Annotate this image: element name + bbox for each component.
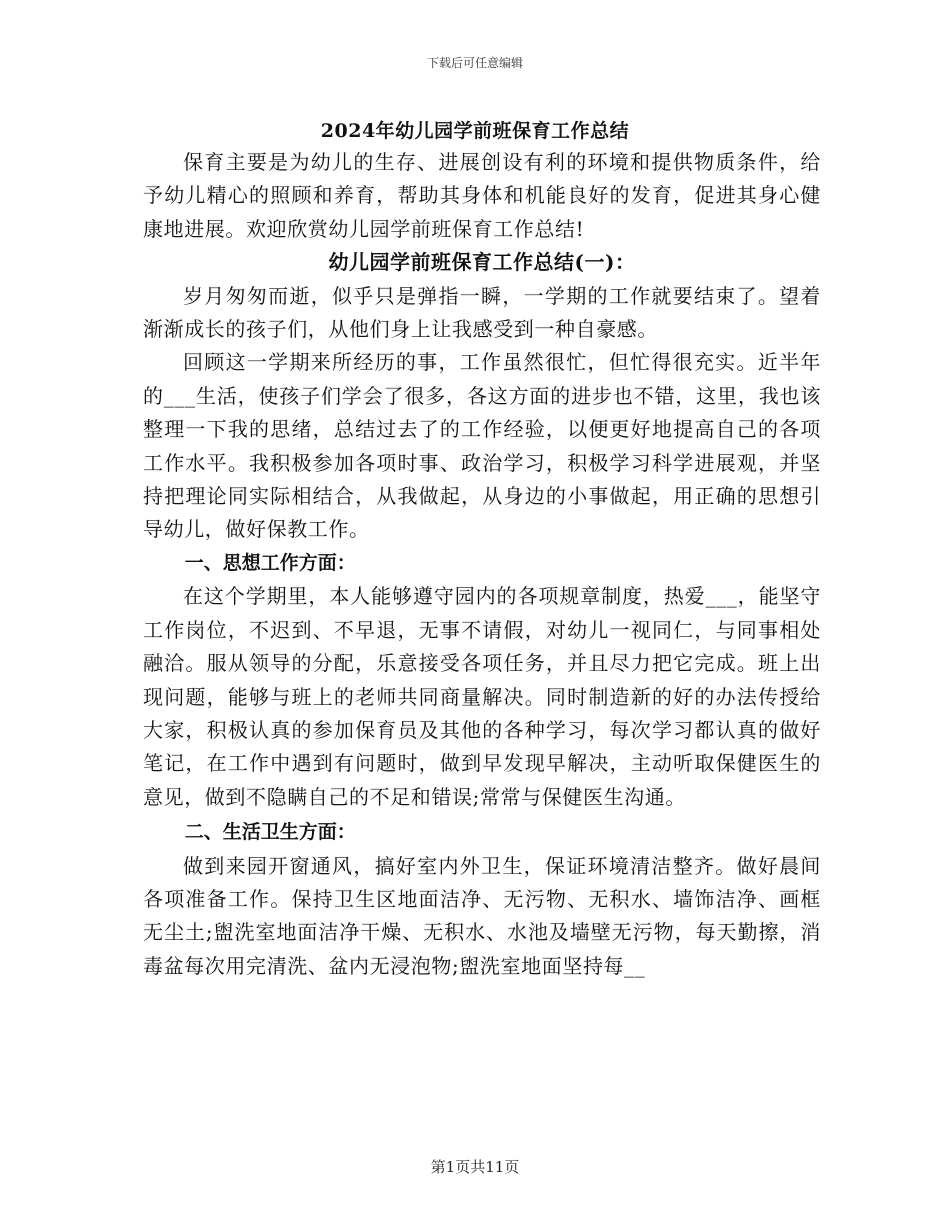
section-heading-life-hygiene: 二、生活卫生方面： — [184, 821, 356, 844]
body-paragraph: 岁月匆匆而逝，似乎只是弹指一瞬，一学期的工作就要结束了。望着渐渐成长的孩子们，从他们身上让我感受到一种自豪感。 — [143, 283, 821, 342]
header-note: 下载后可任意编辑 — [426, 56, 523, 70]
section-heading-thought-work: 一、思想工作方面： — [184, 551, 356, 574]
document-body — [143, 146, 821, 983]
document-title: 2024年幼儿园学前班保育工作总结 — [320, 120, 630, 142]
section-paragraph-life-hygiene: 做到来园开窗通风，搞好室内外卫生，保证环境清洁整齐。做好晨间各项准备工作。保持卫生区地面洁净、无污物、无积水、墙饰洁净、画框无尘土;盥洗室地面洁净干燥、无积水、水池及墙壁无污物，每天勤擦，消毒盆每次用完清洗、盆内无浸泡物;盥洗室地面坚持每__ — [143, 853, 821, 978]
section-subtitle: 幼儿园学前班保育工作总结(一)： — [328, 250, 636, 275]
intro-paragraph: 保育主要是为幼儿的生存、进展创设有利的环境和提供物质条件，给予幼儿精心的照顾和养育，帮助其身体和机能良好的发育，促进其身心健康地进展。欢迎欣赏幼儿园学前班保育工作总结! — [143, 150, 821, 241]
body-paragraph: 回顾这一学期来所经历的事，工作虽然很忙，但忙得很充实。近半年的___生活，使孩子们学会了很多，各这方面的进步也不错，这里，我也该整理一下我的思绪，总结过去了的工作经验，以便更好地提高自己的各项工作水平。我积极参加各项时事、政治学习，积极学习科学进展观，并坚持把理论同实际相结合，从我做起，从身边的小事做起，用正确的思想引导幼儿，做好保教工作。 — [143, 350, 821, 542]
page-footer: 第1页共11页 — [430, 1158, 520, 1176]
section-paragraph-thought-work: 在这个学期里，本人能够遵守园内的各项规章制度，热爱___，能坚守工作岗位，不迟到、不早退，无事不请假，对幼儿一视同仁，与同事相处融洽。服从领导的分配，乐意接受各项任务，并且尽力把它完成。班上出现问题，能够与班上的老师共同商量解决。同时制造新的好的办法传授给大家，积极认真的参加保育员及其他的各种学习，每次学习都认真的做好笔记，在工作中遇到有问题时，做到早发现早解决，主动听取保健医生的意见，做到不隐瞒自己的不足和错误;常常与保健医生沟通。 — [143, 584, 821, 809]
